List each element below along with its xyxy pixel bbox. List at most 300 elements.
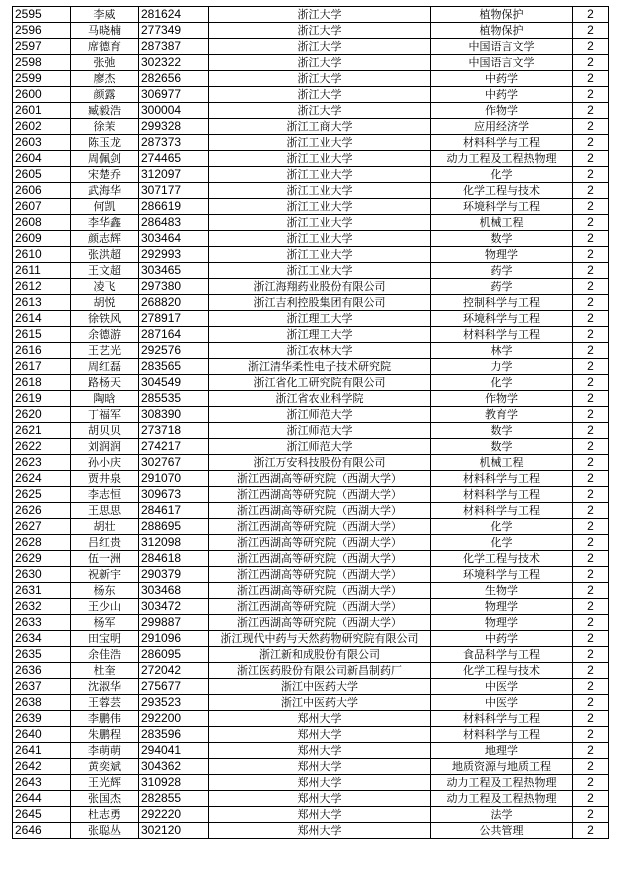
cell-count: 2 [573, 631, 609, 647]
cell-serial: 2597 [13, 39, 71, 55]
cell-serial: 2632 [13, 599, 71, 615]
cell-serial: 2614 [13, 311, 71, 327]
cell-number: 312097 [139, 167, 209, 183]
cell-number: 282855 [139, 791, 209, 807]
cell-institution: 郑州大学 [209, 823, 431, 839]
table-row [13, 375, 609, 391]
cell-number: 287164 [139, 327, 209, 343]
cell-number: 291070 [139, 471, 209, 487]
cell-name: 周红磊 [71, 359, 139, 375]
cell-name: 宋楚乔 [71, 167, 139, 183]
cell-discipline: 材料科学与工程 [431, 711, 573, 727]
cell-institution: 浙江师范大学 [209, 439, 431, 455]
cell-serial: 2627 [13, 519, 71, 535]
cell-count: 2 [573, 487, 609, 503]
table-row [13, 631, 609, 647]
cell-discipline: 公共管理 [431, 823, 573, 839]
cell-serial: 2624 [13, 471, 71, 487]
cell-institution: 浙江西湖高等研究院（西湖大学） [209, 471, 431, 487]
table-row [13, 295, 609, 311]
cell-serial: 2645 [13, 807, 71, 823]
cell-serial: 2617 [13, 359, 71, 375]
cell-count: 2 [573, 39, 609, 55]
cell-serial: 2613 [13, 295, 71, 311]
cell-count: 2 [573, 567, 609, 583]
cell-serial: 2620 [13, 407, 71, 423]
table-row [13, 215, 609, 231]
cell-institution: 浙江西湖高等研究院（西湖大学） [209, 551, 431, 567]
cell-serial: 2628 [13, 535, 71, 551]
cell-number: 287387 [139, 39, 209, 55]
cell-discipline: 生物学 [431, 583, 573, 599]
table-row [13, 263, 609, 279]
cell-count: 2 [573, 775, 609, 791]
cell-serial: 2595 [13, 7, 71, 23]
cell-institution: 浙江大学 [209, 71, 431, 87]
cell-serial: 2601 [13, 103, 71, 119]
cell-discipline: 物理学 [431, 599, 573, 615]
table-row [13, 343, 609, 359]
cell-name: 李威 [71, 7, 139, 23]
cell-number: 290379 [139, 567, 209, 583]
cell-institution: 浙江海翔药业股份有限公司 [209, 279, 431, 295]
cell-serial: 2619 [13, 391, 71, 407]
cell-institution: 浙江工业大学 [209, 263, 431, 279]
cell-number: 294041 [139, 743, 209, 759]
cell-number: 268820 [139, 295, 209, 311]
cell-institution: 浙江万安科技股份有限公司 [209, 455, 431, 471]
cell-name: 何凯 [71, 199, 139, 215]
cell-institution: 浙江理工大学 [209, 327, 431, 343]
cell-number: 302322 [139, 55, 209, 71]
cell-institution: 浙江西湖高等研究院（西湖大学） [209, 487, 431, 503]
table-row [13, 199, 609, 215]
cell-discipline: 材料科学与工程 [431, 503, 573, 519]
cell-name: 祝新宇 [71, 567, 139, 583]
cell-count: 2 [573, 823, 609, 839]
cell-number: 292220 [139, 807, 209, 823]
table-row [13, 567, 609, 583]
cell-serial: 2639 [13, 711, 71, 727]
cell-count: 2 [573, 759, 609, 775]
cell-count: 2 [573, 743, 609, 759]
cell-institution: 浙江医药股份有限公司新昌制药厂 [209, 663, 431, 679]
cell-count: 2 [573, 439, 609, 455]
cell-serial: 2605 [13, 167, 71, 183]
table-row [13, 471, 609, 487]
cell-institution: 浙江新和成股份有限公司 [209, 647, 431, 663]
cell-serial: 2623 [13, 455, 71, 471]
cell-count: 2 [573, 87, 609, 103]
cell-count: 2 [573, 647, 609, 663]
cell-discipline: 化学 [431, 535, 573, 551]
cell-number: 274217 [139, 439, 209, 455]
cell-serial: 2635 [13, 647, 71, 663]
cell-name: 李鹏伟 [71, 711, 139, 727]
cell-count: 2 [573, 807, 609, 823]
cell-institution: 郑州大学 [209, 807, 431, 823]
cell-number: 307177 [139, 183, 209, 199]
cell-name: 廖杰 [71, 71, 139, 87]
cell-institution: 浙江中医药大学 [209, 695, 431, 711]
cell-institution: 浙江大学 [209, 23, 431, 39]
cell-institution: 浙江清华柔性电子技术研究院 [209, 359, 431, 375]
cell-count: 2 [573, 23, 609, 39]
table-row [13, 135, 609, 151]
cell-name: 余德游 [71, 327, 139, 343]
cell-serial: 2626 [13, 503, 71, 519]
cell-number: 297380 [139, 279, 209, 295]
cell-institution: 浙江大学 [209, 103, 431, 119]
cell-count: 2 [573, 663, 609, 679]
cell-discipline: 数学 [431, 231, 573, 247]
cell-count: 2 [573, 135, 609, 151]
cell-name: 颜露 [71, 87, 139, 103]
cell-name: 吕红贵 [71, 535, 139, 551]
cell-number: 306977 [139, 87, 209, 103]
cell-count: 2 [573, 167, 609, 183]
cell-serial: 2612 [13, 279, 71, 295]
cell-number: 292576 [139, 343, 209, 359]
cell-count: 2 [573, 103, 609, 119]
cell-institution: 浙江工业大学 [209, 231, 431, 247]
cell-serial: 2625 [13, 487, 71, 503]
cell-institution: 郑州大学 [209, 791, 431, 807]
cell-name: 王蓉芸 [71, 695, 139, 711]
cell-discipline: 林学 [431, 343, 573, 359]
cell-name: 李萌萌 [71, 743, 139, 759]
table-row [13, 711, 609, 727]
cell-name: 马晓楠 [71, 23, 139, 39]
table-row [13, 359, 609, 375]
cell-discipline: 中药学 [431, 71, 573, 87]
table-row [13, 423, 609, 439]
cell-number: 303472 [139, 599, 209, 615]
cell-discipline: 化学 [431, 519, 573, 535]
cell-discipline: 动力工程及工程热物理 [431, 791, 573, 807]
cell-institution: 浙江理工大学 [209, 311, 431, 327]
cell-number: 288695 [139, 519, 209, 535]
cell-count: 2 [573, 343, 609, 359]
table-row [13, 679, 609, 695]
cell-institution: 浙江吉利控股集团有限公司 [209, 295, 431, 311]
cell-discipline: 动力工程及工程热物理 [431, 151, 573, 167]
cell-institution: 浙江工业大学 [209, 151, 431, 167]
cell-serial: 2610 [13, 247, 71, 263]
cell-discipline: 材料科学与工程 [431, 727, 573, 743]
cell-name: 王艺光 [71, 343, 139, 359]
table-row [13, 231, 609, 247]
cell-discipline: 法学 [431, 807, 573, 823]
cell-number: 292993 [139, 247, 209, 263]
table-row [13, 87, 609, 103]
cell-count: 2 [573, 215, 609, 231]
cell-count: 2 [573, 535, 609, 551]
cell-discipline: 物理学 [431, 247, 573, 263]
cell-name: 杨东 [71, 583, 139, 599]
cell-name: 颜志辉 [71, 231, 139, 247]
cell-serial: 2611 [13, 263, 71, 279]
cell-number: 283596 [139, 727, 209, 743]
table-row [13, 151, 609, 167]
cell-number: 310928 [139, 775, 209, 791]
cell-serial: 2637 [13, 679, 71, 695]
cell-name: 张洪超 [71, 247, 139, 263]
cell-serial: 2598 [13, 55, 71, 71]
cell-name: 朱鹏程 [71, 727, 139, 743]
cell-number: 303468 [139, 583, 209, 599]
cell-institution: 浙江省化工研究院有限公司 [209, 375, 431, 391]
cell-serial: 2609 [13, 231, 71, 247]
cell-number: 309673 [139, 487, 209, 503]
cell-discipline: 化学 [431, 167, 573, 183]
cell-count: 2 [573, 295, 609, 311]
cell-number: 292200 [139, 711, 209, 727]
cell-discipline: 中医学 [431, 679, 573, 695]
cell-number: 283565 [139, 359, 209, 375]
cell-serial: 2608 [13, 215, 71, 231]
cell-name: 张国杰 [71, 791, 139, 807]
cell-count: 2 [573, 519, 609, 535]
cell-name: 孙小庆 [71, 455, 139, 471]
cell-number: 274465 [139, 151, 209, 167]
cell-count: 2 [573, 583, 609, 599]
cell-name: 杜志勇 [71, 807, 139, 823]
table-row [13, 455, 609, 471]
cell-discipline: 药学 [431, 279, 573, 295]
cell-name: 余佳浩 [71, 647, 139, 663]
table-row [13, 807, 609, 823]
cell-institution: 浙江大学 [209, 39, 431, 55]
cell-serial: 2603 [13, 135, 71, 151]
cell-serial: 2640 [13, 727, 71, 743]
table-row [13, 167, 609, 183]
table-row [13, 183, 609, 199]
cell-name: 王光辉 [71, 775, 139, 791]
cell-discipline: 材料科学与工程 [431, 471, 573, 487]
table-row [13, 407, 609, 423]
cell-number: 278917 [139, 311, 209, 327]
cell-serial: 2629 [13, 551, 71, 567]
cell-count: 2 [573, 199, 609, 215]
cell-count: 2 [573, 551, 609, 567]
cell-name: 刘润润 [71, 439, 139, 455]
cell-institution: 浙江西湖高等研究院（西湖大学） [209, 615, 431, 631]
cell-institution: 浙江西湖高等研究院（西湖大学） [209, 535, 431, 551]
cell-number: 302767 [139, 455, 209, 471]
cell-name: 黄奕斌 [71, 759, 139, 775]
cell-discipline: 材料科学与工程 [431, 327, 573, 343]
table-row [13, 519, 609, 535]
cell-serial: 2630 [13, 567, 71, 583]
table-row [13, 391, 609, 407]
data-table [12, 6, 609, 839]
table-row [13, 615, 609, 631]
cell-institution: 浙江农林大学 [209, 343, 431, 359]
table-row [13, 647, 609, 663]
cell-name: 徐铁风 [71, 311, 139, 327]
cell-count: 2 [573, 695, 609, 711]
cell-name: 贾井泉 [71, 471, 139, 487]
table-row [13, 727, 609, 743]
cell-number: 293523 [139, 695, 209, 711]
cell-discipline: 中医学 [431, 695, 573, 711]
cell-discipline: 植物保护 [431, 23, 573, 39]
cell-discipline: 中药学 [431, 631, 573, 647]
cell-discipline: 力学 [431, 359, 573, 375]
cell-discipline: 地质资源与地质工程 [431, 759, 573, 775]
cell-count: 2 [573, 327, 609, 343]
cell-discipline: 中国语言文学 [431, 39, 573, 55]
cell-institution: 浙江师范大学 [209, 407, 431, 423]
cell-number: 275677 [139, 679, 209, 695]
cell-number: 281624 [139, 7, 209, 23]
cell-number: 284617 [139, 503, 209, 519]
cell-name: 陶晗 [71, 391, 139, 407]
cell-name: 张聪丛 [71, 823, 139, 839]
cell-name: 丁福军 [71, 407, 139, 423]
cell-number: 302120 [139, 823, 209, 839]
cell-name: 胡贝贝 [71, 423, 139, 439]
cell-count: 2 [573, 711, 609, 727]
cell-discipline: 化学 [431, 375, 573, 391]
cell-institution: 浙江西湖高等研究院（西湖大学） [209, 599, 431, 615]
table-body [13, 7, 609, 839]
cell-institution: 浙江省农业科学院 [209, 391, 431, 407]
cell-serial: 2631 [13, 583, 71, 599]
cell-name: 李华鑫 [71, 215, 139, 231]
cell-count: 2 [573, 375, 609, 391]
cell-name: 李志恒 [71, 487, 139, 503]
table-row [13, 55, 609, 71]
cell-discipline: 植物保护 [431, 7, 573, 23]
cell-count: 2 [573, 791, 609, 807]
cell-discipline: 机械工程 [431, 215, 573, 231]
cell-name: 沈淑华 [71, 679, 139, 695]
cell-name: 胡悦 [71, 295, 139, 311]
table-row [13, 23, 609, 39]
cell-name: 王少山 [71, 599, 139, 615]
cell-discipline: 中药学 [431, 87, 573, 103]
table-row [13, 71, 609, 87]
cell-institution: 浙江中医药大学 [209, 679, 431, 695]
cell-serial: 2633 [13, 615, 71, 631]
cell-number: 299328 [139, 119, 209, 135]
cell-serial: 2621 [13, 423, 71, 439]
table-row [13, 663, 609, 679]
cell-serial: 2600 [13, 87, 71, 103]
cell-institution: 浙江师范大学 [209, 423, 431, 439]
cell-institution: 郑州大学 [209, 711, 431, 727]
cell-count: 2 [573, 119, 609, 135]
cell-serial: 2599 [13, 71, 71, 87]
cell-name: 徐茉 [71, 119, 139, 135]
cell-discipline: 食品科学与工程 [431, 647, 573, 663]
cell-name: 王思思 [71, 503, 139, 519]
cell-number: 287373 [139, 135, 209, 151]
cell-number: 303465 [139, 263, 209, 279]
cell-number: 304549 [139, 375, 209, 391]
cell-serial: 2644 [13, 791, 71, 807]
table-row [13, 759, 609, 775]
table-row [13, 503, 609, 519]
cell-count: 2 [573, 391, 609, 407]
cell-discipline: 化学工程与技术 [431, 663, 573, 679]
cell-discipline: 物理学 [431, 615, 573, 631]
table-row [13, 791, 609, 807]
cell-institution: 浙江大学 [209, 55, 431, 71]
cell-count: 2 [573, 183, 609, 199]
cell-discipline: 教育学 [431, 407, 573, 423]
cell-institution: 浙江大学 [209, 7, 431, 23]
cell-institution: 浙江西湖高等研究院（西湖大学） [209, 519, 431, 535]
cell-count: 2 [573, 679, 609, 695]
cell-serial: 2636 [13, 663, 71, 679]
cell-number: 272042 [139, 663, 209, 679]
table-row [13, 7, 609, 23]
cell-institution: 浙江西湖高等研究院（西湖大学） [209, 567, 431, 583]
table-row [13, 39, 609, 55]
cell-institution: 浙江工业大学 [209, 247, 431, 263]
cell-serial: 2641 [13, 743, 71, 759]
cell-count: 2 [573, 231, 609, 247]
cell-number: 291096 [139, 631, 209, 647]
cell-number: 285535 [139, 391, 209, 407]
cell-number: 284618 [139, 551, 209, 567]
cell-count: 2 [573, 423, 609, 439]
cell-count: 2 [573, 359, 609, 375]
cell-discipline: 化学工程与技术 [431, 551, 573, 567]
cell-discipline: 地理学 [431, 743, 573, 759]
cell-name: 王文超 [71, 263, 139, 279]
cell-count: 2 [573, 263, 609, 279]
table-row [13, 535, 609, 551]
cell-count: 2 [573, 71, 609, 87]
cell-name: 臧毅浩 [71, 103, 139, 119]
cell-discipline: 环境科学与工程 [431, 311, 573, 327]
table-row [13, 327, 609, 343]
cell-count: 2 [573, 615, 609, 631]
cell-number: 300004 [139, 103, 209, 119]
cell-name: 胡壮 [71, 519, 139, 535]
cell-name: 凌飞 [71, 279, 139, 295]
cell-institution: 浙江西湖高等研究院（西湖大学） [209, 503, 431, 519]
cell-serial: 2615 [13, 327, 71, 343]
cell-discipline: 应用经济学 [431, 119, 573, 135]
cell-serial: 2607 [13, 199, 71, 215]
cell-serial: 2618 [13, 375, 71, 391]
cell-institution: 郑州大学 [209, 743, 431, 759]
table-row [13, 775, 609, 791]
cell-name: 杨军 [71, 615, 139, 631]
cell-name: 周佩剑 [71, 151, 139, 167]
cell-count: 2 [573, 55, 609, 71]
cell-discipline: 数学 [431, 423, 573, 439]
table-row [13, 103, 609, 119]
cell-serial: 2634 [13, 631, 71, 647]
cell-institution: 浙江工业大学 [209, 135, 431, 151]
cell-discipline: 中国语言文学 [431, 55, 573, 71]
cell-name: 席德育 [71, 39, 139, 55]
cell-discipline: 药学 [431, 263, 573, 279]
cell-serial: 2642 [13, 759, 71, 775]
cell-serial: 2638 [13, 695, 71, 711]
cell-institution: 浙江工业大学 [209, 215, 431, 231]
table-row [13, 599, 609, 615]
table-row [13, 311, 609, 327]
cell-institution: 浙江工业大学 [209, 199, 431, 215]
cell-number: 308390 [139, 407, 209, 423]
